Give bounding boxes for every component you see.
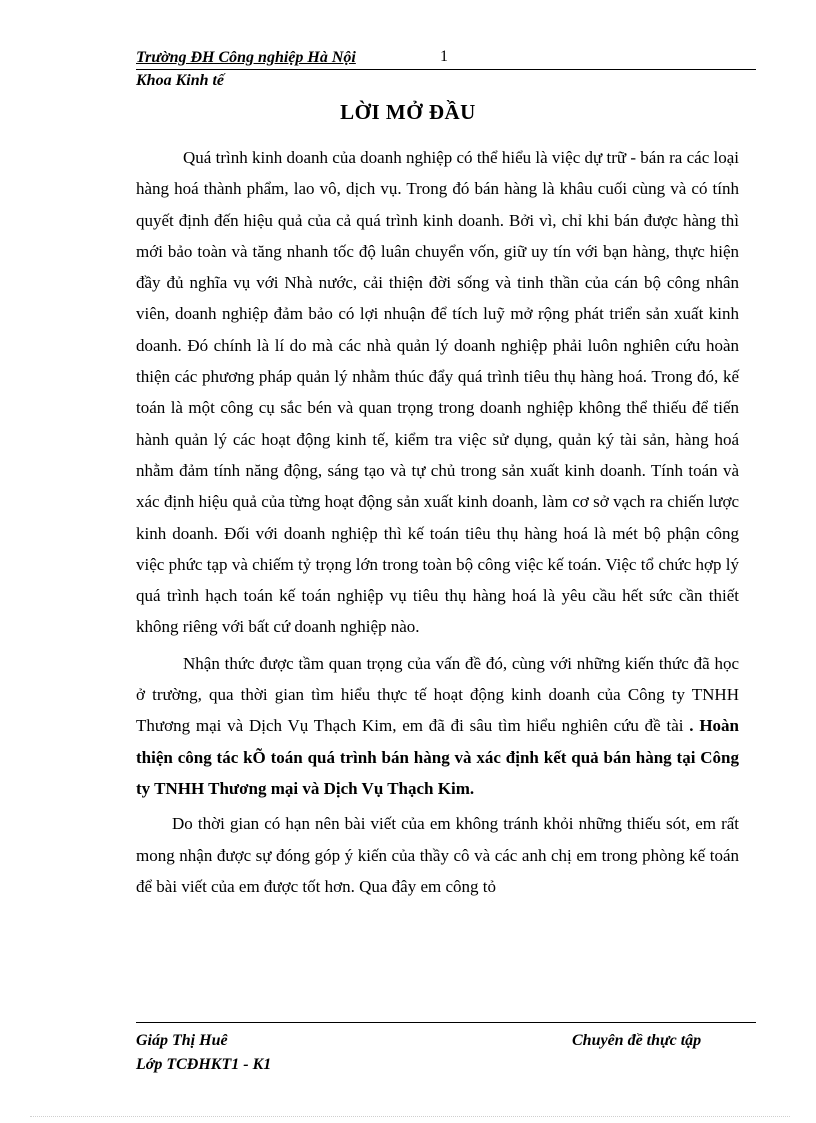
thesis-topic-title: . Hoàn thiện công tác kÕ toán quá trình bán hàng và xác định kết quả bán hàng tại Công ty TNHH Thương mại và Dịch Vụ Thạch Kim.: [136, 716, 739, 798]
page-number: 1: [440, 48, 448, 65]
author-name: Giáp Thị Huê: [136, 1032, 228, 1049]
school-name: Trường ĐH Công nghiệp Hà Nội: [136, 49, 356, 66]
page-title: LỜI MỞ ĐẦU: [340, 100, 476, 124]
page-bottom-edge: [30, 1116, 790, 1117]
paragraph-topic: [136, 648, 739, 804]
paragraph-closing: Do thời gian có hạn nên bài viết của em không tránh khỏi những thiếu sót, em rất mong nhận được sự đóng góp ý kiến của thầy cô và các anh chị em trong phòng kế toán để bài viết của em được tốt hơn. Qua đây em công tỏ: [136, 814, 739, 896]
paragraph-topic-intro: Nhận thức được tầm quan trọng của vấn đề đó, cùng với những kiến thức đã học ở trường, qua thời gian tìm hiểu thực tế hoạt động kinh doanh của Công ty TNHH Thương mại và Dịch Vụ Thạch Kim, em đã đi sâu tìm hiểu nghiên cứu đề tài: [136, 653, 739, 736]
page-header: [136, 48, 756, 90]
document-type: Chuyên đề thực tập: [572, 1032, 702, 1049]
faculty-name: Khoa Kinh tế: [136, 72, 225, 89]
header-top-line: [136, 48, 756, 70]
page-footer: [136, 1022, 756, 1074]
footer-rule: [136, 1022, 756, 1023]
paragraph-intro: Quá trình kinh doanh của doanh nghiệp có thể hiểu là việc dự trữ - bán ra các loại hàng hoá thành phẩm, lao vô, dịch vụ. Trong đó bán hàng là khâu cuối cùng và có tính quyết định đến hiệu quả của cả quá trình kinh doanh. Bởi vì, chỉ khi bán được hàng thì mới bảo toàn và tăng nhanh tốc độ luân chuyển vốn, giữ uy tín với bạn hàng, thực hiện đầy đủ nghĩa vụ với Nhà nước, cải thiện đời sống và tinh thần của cán bộ công nhân viên, doanh nghiệp đảm bảo có lợi nhuận để tích luỹ mở rộng phát triển sản xuất kinh doanh. Đó chính là lí do mà các nhà quản lý doanh nghiệp phải luôn nghiên cứu hoàn thiện các phương pháp quản lý nhằm thúc đẩy quá trình tiêu thụ hàng hoá. Trong đó, kế toán là một công cụ sắc bén và quan trọng trong doanh nghiệp không thể thiếu để tiến hành quản lý các hoạt động kinh tế, kiểm tra việc sử dụng, quản ký tài sản, hàng hoá nhằm đảm tính năng động, sáng tạo và tự chủ trong sản xuất kinh doanh. Tính toán và xác định hiệu quả của từng hoạt động sản xuất kinh doanh, làm cơ sở vạch ra chiến lược kinh doanh. Đối với doanh nghiệp thì kế toán tiêu thụ hàng hoá là mét bộ phận công việc phức tạp và chiếm tỷ trọng lớn trong toàn bộ công việc kế toán. Việc tổ chức hợp lý quá trình hạch toán kế toán nghiệp vụ tiêu thụ hàng hoá là yêu cầu hết sức cần thiết không riêng với bất cứ doanh nghiệp nào.: [136, 148, 739, 637]
body-text: [136, 142, 739, 902]
class-name: Lớp TCĐHKT1 - K1: [136, 1056, 272, 1073]
footer-first-line: [136, 1032, 756, 1054]
